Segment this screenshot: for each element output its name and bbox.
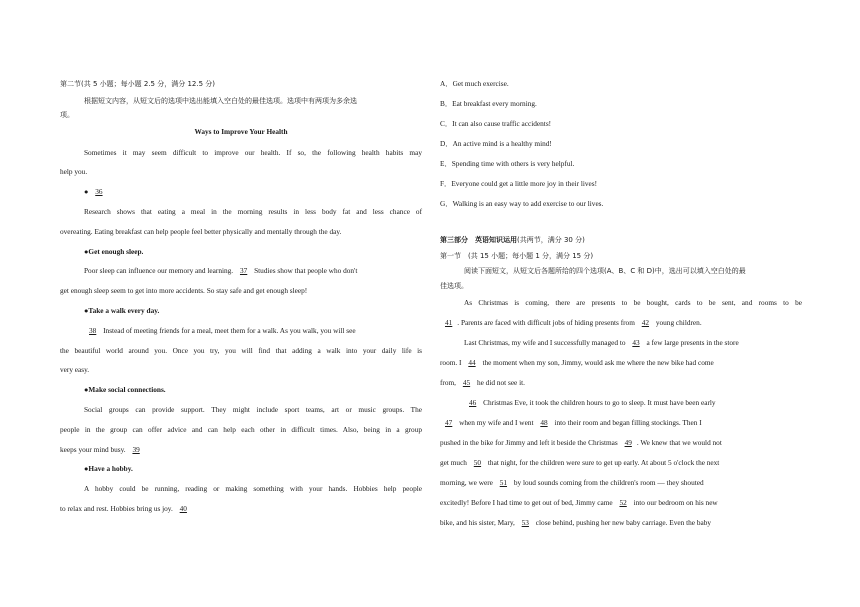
- blank-45[interactable]: 45: [462, 378, 471, 387]
- blank-43[interactable]: 43: [632, 338, 640, 347]
- paragraph-line: [440, 439, 722, 448]
- paragraph-line: get enough sleep seem to get into more accidents. So stay safe and get enough sleep!: [60, 286, 308, 295]
- paragraph-line: As Christmas is coming, there are presents to be bought, cards to be sent, and rooms to be: [464, 298, 802, 307]
- section-heading: 第二节(共 5 小题；每小题 2.5 分，满分 12.5 分): [60, 80, 215, 88]
- blank-50[interactable]: 50: [473, 458, 482, 467]
- blank-40[interactable]: 40: [179, 504, 187, 513]
- text-run: from,: [440, 378, 457, 387]
- text-run: morning, we were: [440, 478, 493, 487]
- paragraph-line: [440, 499, 718, 508]
- text-run: that night, for the children were sure to get up early. At about 5 o'clock the next: [487, 458, 720, 467]
- paragraph-line: [440, 359, 714, 368]
- paragraph-line: Research shows that eating a meal in the morning results in less body fat and less chance of: [84, 207, 422, 216]
- paragraph-line: [60, 327, 356, 336]
- text-run: get much: [440, 458, 467, 467]
- text-run: into our bedroom on his new: [633, 498, 718, 507]
- paragraph-line: [440, 519, 711, 528]
- paragraph-line: [440, 479, 704, 488]
- paragraph-line: [60, 505, 192, 514]
- blank-36[interactable]: 36: [95, 187, 103, 196]
- blank-44[interactable]: 44: [468, 358, 476, 367]
- text-run: young children.: [655, 318, 702, 327]
- instruction-line: 阅读下面短文，从短文后各题所给的四个选项(A、B、C 和 D)中，选出可以填入空白处的最: [464, 267, 746, 275]
- option-f[interactable]: F．Everyone could get a little more joy in their lives!: [440, 179, 598, 188]
- option-b[interactable]: B．Eat breakfast every morning.: [440, 99, 537, 108]
- paragraph-line: [60, 446, 145, 455]
- subheading-hobby: ●Have a hobby.: [84, 464, 133, 473]
- part3-heading: [440, 236, 585, 244]
- blank-49[interactable]: 49: [624, 438, 632, 447]
- text-run: . Parents are faced with difficult jobs of hiding presents from: [457, 318, 635, 327]
- blank-38[interactable]: 38: [89, 326, 97, 335]
- text-run: when my wife and I went: [459, 418, 534, 427]
- blank-52[interactable]: 52: [619, 498, 627, 507]
- text-run: close behind, pushing her new baby carriage. Even the baby: [535, 518, 712, 527]
- part3-title: 第三部分 英语知识运用: [440, 236, 517, 244]
- paragraph-line: overeating. Eating breakfast can help people feel better physically and mentally through the day.: [60, 227, 342, 236]
- option-a[interactable]: A．Get much exercise.: [440, 79, 509, 88]
- option-e[interactable]: E．Spending time with others is very helpful.: [440, 159, 575, 168]
- blank-36-line: [60, 188, 108, 197]
- blank-46[interactable]: 46: [469, 398, 477, 407]
- paragraph-line: [440, 419, 702, 428]
- text-run: keeps your mind busy.: [60, 445, 126, 454]
- paragraph-line: very easy.: [60, 365, 90, 374]
- text-run: pushed in the bike for Jimmy and left it beside the Christmas: [440, 438, 618, 447]
- text-run: he did not see it.: [476, 378, 525, 387]
- paragraph-line: the beautiful world around you. Once you try, you will find that adding a walk into your daily life is: [60, 346, 422, 355]
- paragraph-line: help you.: [60, 167, 88, 176]
- option-g[interactable]: G．Walking is an easy way to add exercise to our lives.: [440, 199, 604, 208]
- instruction-line: 佳选项。: [440, 282, 468, 290]
- text-run: . We knew that we would not: [636, 438, 722, 447]
- subheading-walk: ●Take a walk every day.: [84, 306, 160, 315]
- blank-51[interactable]: 51: [499, 478, 508, 487]
- section-heading: 第一节 (共 15 小题；每小题 1 分，满分 15 分): [440, 252, 594, 260]
- paragraph-line: [440, 399, 716, 408]
- text-run: the moment when my son, Jimmy, would ask me where the new bike had come: [482, 358, 714, 367]
- text-run: into their room and began filling stockings. Then I: [554, 418, 702, 427]
- part3-score: (共两节，满分 30 分): [517, 236, 585, 244]
- instruction-line: 项。: [60, 111, 74, 119]
- blank-53[interactable]: 53: [521, 518, 529, 527]
- blank-48[interactable]: 48: [540, 418, 548, 427]
- text-run: to relax and rest. Hobbies bring us joy.: [60, 504, 173, 513]
- text-run: Instead of meeting friends for a meal, meet them for a walk. As you walk, you will see: [103, 326, 356, 335]
- paragraph-line: [440, 339, 739, 348]
- blank-41[interactable]: 41: [445, 318, 453, 327]
- paragraph-line: A hobby could be running, reading or making something with your hands. Hobbies help people: [84, 484, 422, 493]
- instruction-line: 根据短文内容，从短文后的选项中选出能填入空白处的最佳选项。选项中有两项为多余选: [84, 97, 357, 105]
- text-run: excitedly! Before I had time to get out of bed, Jimmy came: [440, 498, 613, 507]
- text-run: Christmas Eve, it took the children hours to go to sleep. It must have been early: [483, 398, 716, 407]
- text-run: a few large presents in the store: [646, 338, 739, 347]
- paragraph-line: [440, 459, 719, 468]
- text-run: room. I: [440, 358, 462, 367]
- passage-title: Ways to Improve Your Health: [194, 127, 288, 136]
- text-run: by loud sounds coming from the children's room — they shouted: [513, 478, 704, 487]
- paragraph-line: people in the group can offer advice and can help each other in difficult times. Also, being in a group: [60, 425, 422, 434]
- subheading-sleep: ●Get enough sleep.: [84, 247, 144, 256]
- subheading-social: ●Make social connections.: [84, 385, 166, 394]
- text-run: Studies show that people who don't: [254, 266, 358, 275]
- blank-42[interactable]: 42: [641, 318, 650, 327]
- text-run: bike, and his sister, Mary,: [440, 518, 515, 527]
- blank-37[interactable]: 37: [239, 266, 248, 275]
- paragraph-line: [60, 267, 357, 276]
- paragraph-line: Sometimes it may seem difficult to improve our health. If so, the following health habits may: [84, 148, 422, 157]
- option-d[interactable]: D．An active mind is a healthy mind!: [440, 139, 552, 148]
- bullet: ●: [84, 187, 89, 196]
- option-c[interactable]: C．It can also cause traffic accidents!: [440, 119, 552, 128]
- paragraph-line: Social groups can provide support. They might include sport teams, art or music groups. The: [84, 405, 422, 414]
- paragraph-line: [440, 379, 525, 388]
- blank-47[interactable]: 47: [445, 418, 453, 427]
- text-run: Last Christmas, my wife and I successfully managed to: [464, 338, 626, 347]
- blank-39[interactable]: 39: [132, 445, 140, 454]
- paragraph-line: [440, 319, 702, 328]
- text-run: Poor sleep can influence our memory and learning.: [84, 266, 234, 275]
